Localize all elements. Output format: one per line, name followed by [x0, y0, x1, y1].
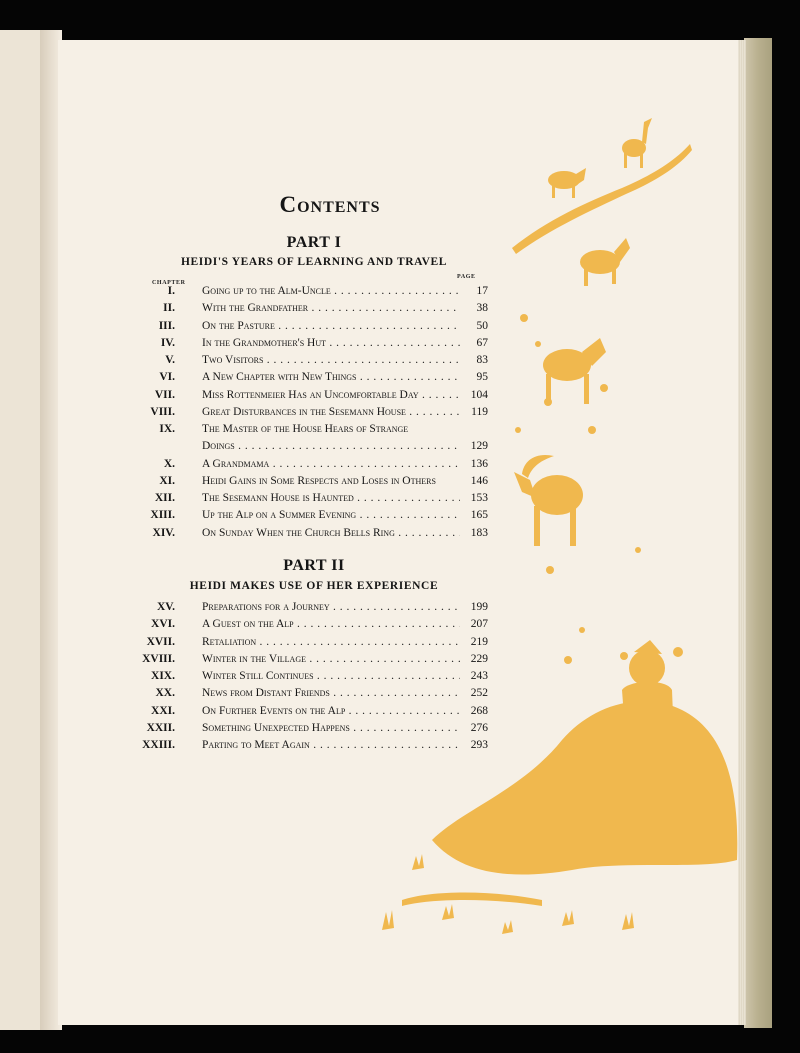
page-number: 268	[470, 704, 488, 717]
page-number: 67	[476, 336, 488, 349]
chapter-number: XIV.	[152, 526, 175, 539]
page-number: 165	[470, 509, 488, 522]
toc-row[interactable]	[140, 389, 488, 406]
chapter-number: XVI.	[151, 618, 175, 631]
chapter-title: Great Disturbances in the Sesemann House . . .	[202, 406, 460, 418]
chapter-number: XIII.	[150, 509, 175, 522]
toc-row[interactable]	[140, 475, 488, 492]
chapter-title: News from Distant Friends . . .	[202, 687, 460, 699]
chapter-title: Miss Rottenmeier Has an Uncomfortable Day . . .	[202, 389, 460, 401]
page-number: 95	[476, 371, 488, 384]
part-1-subtitle: HEIDI'S YEARS OF LEARNING AND TRAVEL	[180, 256, 448, 268]
chapter-title: Preparations for a Journey . . .	[202, 601, 460, 613]
goat-1	[622, 118, 652, 168]
chapter-number: IX.	[159, 423, 175, 435]
page-number: 119	[471, 405, 488, 418]
page-number: 153	[470, 492, 488, 504]
chapter-number: X.	[163, 457, 175, 470]
toc-row[interactable]	[140, 687, 488, 704]
chapter-number: IV.	[160, 336, 175, 349]
chapter-number: XV.	[156, 601, 175, 613]
chapter-title: Two Visitors . . .	[202, 354, 460, 366]
chapter-title: With the Grandfather . . .	[202, 302, 460, 314]
toc-row[interactable]	[140, 354, 488, 371]
page-number: 17	[476, 285, 488, 297]
part-2-subtitle: HEIDI MAKES USE OF HER EXPERIENCE	[189, 580, 439, 592]
toc-row[interactable]	[140, 601, 488, 618]
page-number: 207	[470, 618, 488, 631]
chapter-title: A Guest on the Alp . . .	[202, 618, 460, 630]
toc-row[interactable]	[140, 423, 488, 440]
chapter-title: On the Pasture . . .	[202, 320, 460, 332]
chapter-number: XI.	[159, 474, 175, 487]
toc-part-1	[140, 285, 488, 544]
chapter-number: VII.	[154, 388, 175, 401]
contents-title: Contents	[279, 192, 381, 217]
page-number: 293	[470, 739, 488, 751]
page-number: 199	[470, 601, 488, 613]
chapter-number: XXIII.	[142, 739, 175, 751]
toc-row[interactable]	[140, 371, 488, 388]
chapter-title: On Further Events on the Alp . . .	[202, 705, 460, 717]
toc-row[interactable]	[140, 337, 488, 354]
chapter-title: Parting to Meet Again . . .	[202, 739, 460, 751]
chapter-title: The Master of the House Hears of Strange	[202, 423, 409, 435]
chapter-title-continued: Doings . . .	[202, 440, 460, 452]
chapter-title: Heidi Gains in Some Respects and Loses in Others	[202, 474, 436, 487]
page-column-header: PAGE	[457, 274, 476, 280]
page-number: 146	[470, 474, 488, 487]
chapter-number: XXII.	[146, 721, 175, 734]
chapter-title: A New Chapter with New Things . . .	[202, 371, 460, 383]
toc-row[interactable]	[140, 653, 488, 670]
chapter-title: In the Grandmother's Hut . . .	[202, 337, 460, 349]
toc-row[interactable]	[140, 302, 488, 319]
page-number: 104	[470, 388, 488, 401]
goat-2	[548, 168, 586, 198]
page-number: 276	[470, 721, 488, 734]
toc-row[interactable]	[140, 636, 488, 653]
chapter-title: Up the Alp on a Summer Evening . . .	[202, 509, 460, 521]
toc-row[interactable]	[140, 618, 488, 635]
part-1-heading: PART I	[286, 234, 342, 251]
page-number: 229	[470, 652, 488, 665]
toc-row[interactable]	[140, 458, 488, 475]
toc-part-2	[140, 601, 488, 756]
part-2-heading: PART II	[283, 557, 345, 574]
chapter-number: II.	[163, 302, 175, 315]
chapter-title: The Sesemann House is Haunted . . .	[202, 492, 460, 504]
chapter-number: XX.	[155, 687, 175, 700]
toc-row[interactable]	[140, 406, 488, 423]
page-number: 183	[470, 526, 488, 539]
chapter-number: V.	[165, 354, 175, 366]
page-number: 243	[470, 670, 488, 682]
toc-row[interactable]	[140, 722, 488, 739]
chapter-title: Winter Still Continues . . .	[202, 670, 460, 682]
toc-row-continued[interactable]	[140, 440, 488, 457]
chapter-number: XII.	[154, 492, 175, 504]
goat-4	[543, 338, 606, 404]
ridge-line	[512, 144, 692, 254]
chapter-title: On Sunday When the Church Bells Ring . . .	[202, 527, 460, 539]
chapter-title: Winter in the Village . . .	[202, 653, 460, 665]
toc-row[interactable]	[140, 527, 488, 544]
chapter-title: Something Unexpected Happens . . .	[202, 722, 460, 734]
toc-row[interactable]	[140, 285, 488, 302]
toc-row[interactable]	[140, 739, 488, 756]
chapter-number: XVII.	[146, 635, 175, 648]
chapter-number: VIII.	[150, 405, 175, 418]
page-number: 252	[470, 687, 488, 700]
page-number: 219	[470, 635, 488, 648]
page-number: 83	[476, 354, 488, 366]
page-number: 50	[476, 319, 488, 332]
goat-5	[514, 455, 583, 546]
page-number: 38	[476, 302, 488, 315]
chapter-number: VI.	[159, 371, 175, 384]
toc-row[interactable]	[140, 320, 488, 337]
goat-3	[580, 238, 630, 286]
toc-row[interactable]	[140, 670, 488, 687]
toc-row[interactable]	[140, 509, 488, 526]
chapter-number: III.	[158, 319, 175, 332]
chapter-title: Going up to the Alm-Uncle . . .	[202, 285, 460, 297]
chapter-column-header: CHAPTER	[152, 280, 186, 286]
chapter-title: Retaliation . . .	[202, 636, 460, 648]
chapter-number: I.	[167, 285, 175, 297]
toc-row[interactable]	[140, 705, 488, 722]
chapter-number: XXI.	[151, 704, 175, 717]
chapter-number: XVIII.	[142, 652, 175, 665]
chapter-number: XIX.	[151, 670, 175, 682]
page-number: 129	[470, 440, 488, 453]
page-number: 136	[470, 457, 488, 470]
chapter-title: A Grandmama . . .	[202, 458, 460, 470]
toc-row[interactable]	[140, 492, 488, 509]
